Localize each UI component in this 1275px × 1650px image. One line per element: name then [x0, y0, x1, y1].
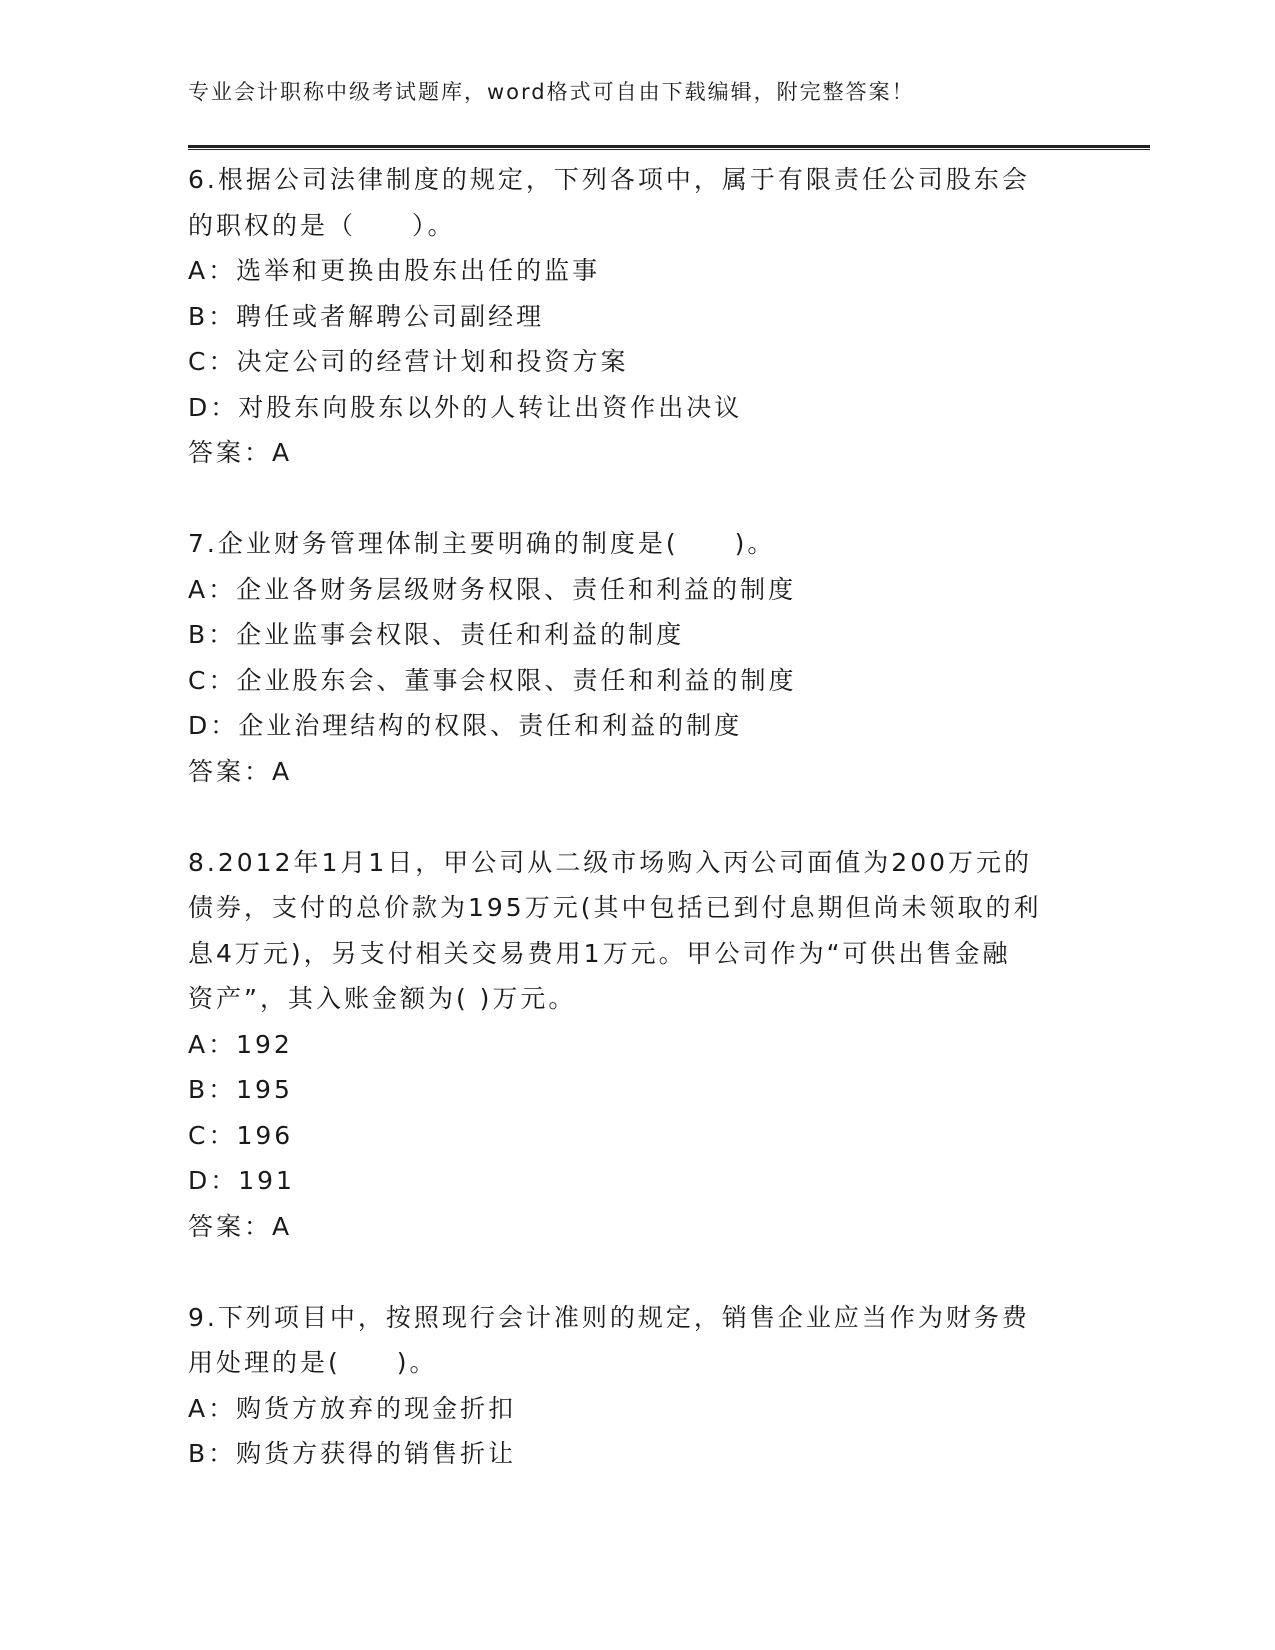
question-stem: 资产”，其入账金额为( )万元。: [188, 984, 577, 1013]
option-d: D：191: [188, 1166, 295, 1195]
option-a: A：购货方放弃的现金折扣: [188, 1393, 517, 1423]
option-a: A：192: [188, 1029, 293, 1059]
question-stem: 息4万元)，另支付相关交易费用1万元。甲公司作为“可供出售金融: [188, 938, 1011, 968]
option-b: B：聘任或者解聘公司副经理: [188, 301, 545, 331]
question-stem: 的职权的是（ ）。: [188, 210, 456, 240]
question-8: [188, 840, 1088, 1250]
question-6: [188, 157, 1088, 476]
question-stem: 6.根据公司法律制度的规定，下列各项中，属于有限责任公司股东会: [188, 165, 1030, 194]
question-stem: 用处理的是( )。: [188, 1348, 438, 1377]
answer: 答案：A: [188, 1211, 293, 1241]
option-a: A：企业各财务层级财务权限、责任和利益的制度: [188, 574, 797, 604]
option-a: A：选举和更换由股东出任的监事: [188, 256, 601, 285]
header-divider: [188, 145, 1150, 150]
option-d: D：企业治理结构的权限、责任和利益的制度: [188, 711, 743, 740]
answer: 答案：A: [188, 438, 293, 467]
option-d: D：对股东向股东以外的人转让出资作出决议: [188, 392, 743, 422]
answer: 答案：A: [188, 756, 293, 786]
option-c: C：决定公司的经营计划和投资方案: [188, 347, 629, 376]
question-9: [188, 1295, 1088, 1477]
question-stem: 债券，支付的总价款为195万元(其中包括已到付息期但尚未领取的利: [188, 893, 1042, 922]
question-stem: 9.下列项目中，按照现行会计准则的规定，销售企业应当作为财务费: [188, 1302, 1030, 1332]
page-header: 专业会计职称中级考试题库，word格式可自由下载编辑，附完整答案！: [188, 80, 915, 104]
option-b: B：购货方获得的销售折让: [188, 1439, 517, 1468]
option-b: B：企业监事会权限、责任和利益的制度: [188, 620, 685, 649]
option-c: C：企业股东会、董事会权限、责任和利益的制度: [188, 665, 797, 695]
option-c: C：196: [188, 1120, 294, 1150]
question-7: [188, 521, 1088, 794]
option-b: B：195: [188, 1075, 293, 1104]
question-stem: 8.2012年1月1日，甲公司从二级市场购入丙公司面值为200万元的: [188, 847, 1033, 877]
question-stem: 7.企业财务管理体制主要明确的制度是( )。: [188, 529, 776, 558]
question-list: [188, 157, 1088, 1477]
